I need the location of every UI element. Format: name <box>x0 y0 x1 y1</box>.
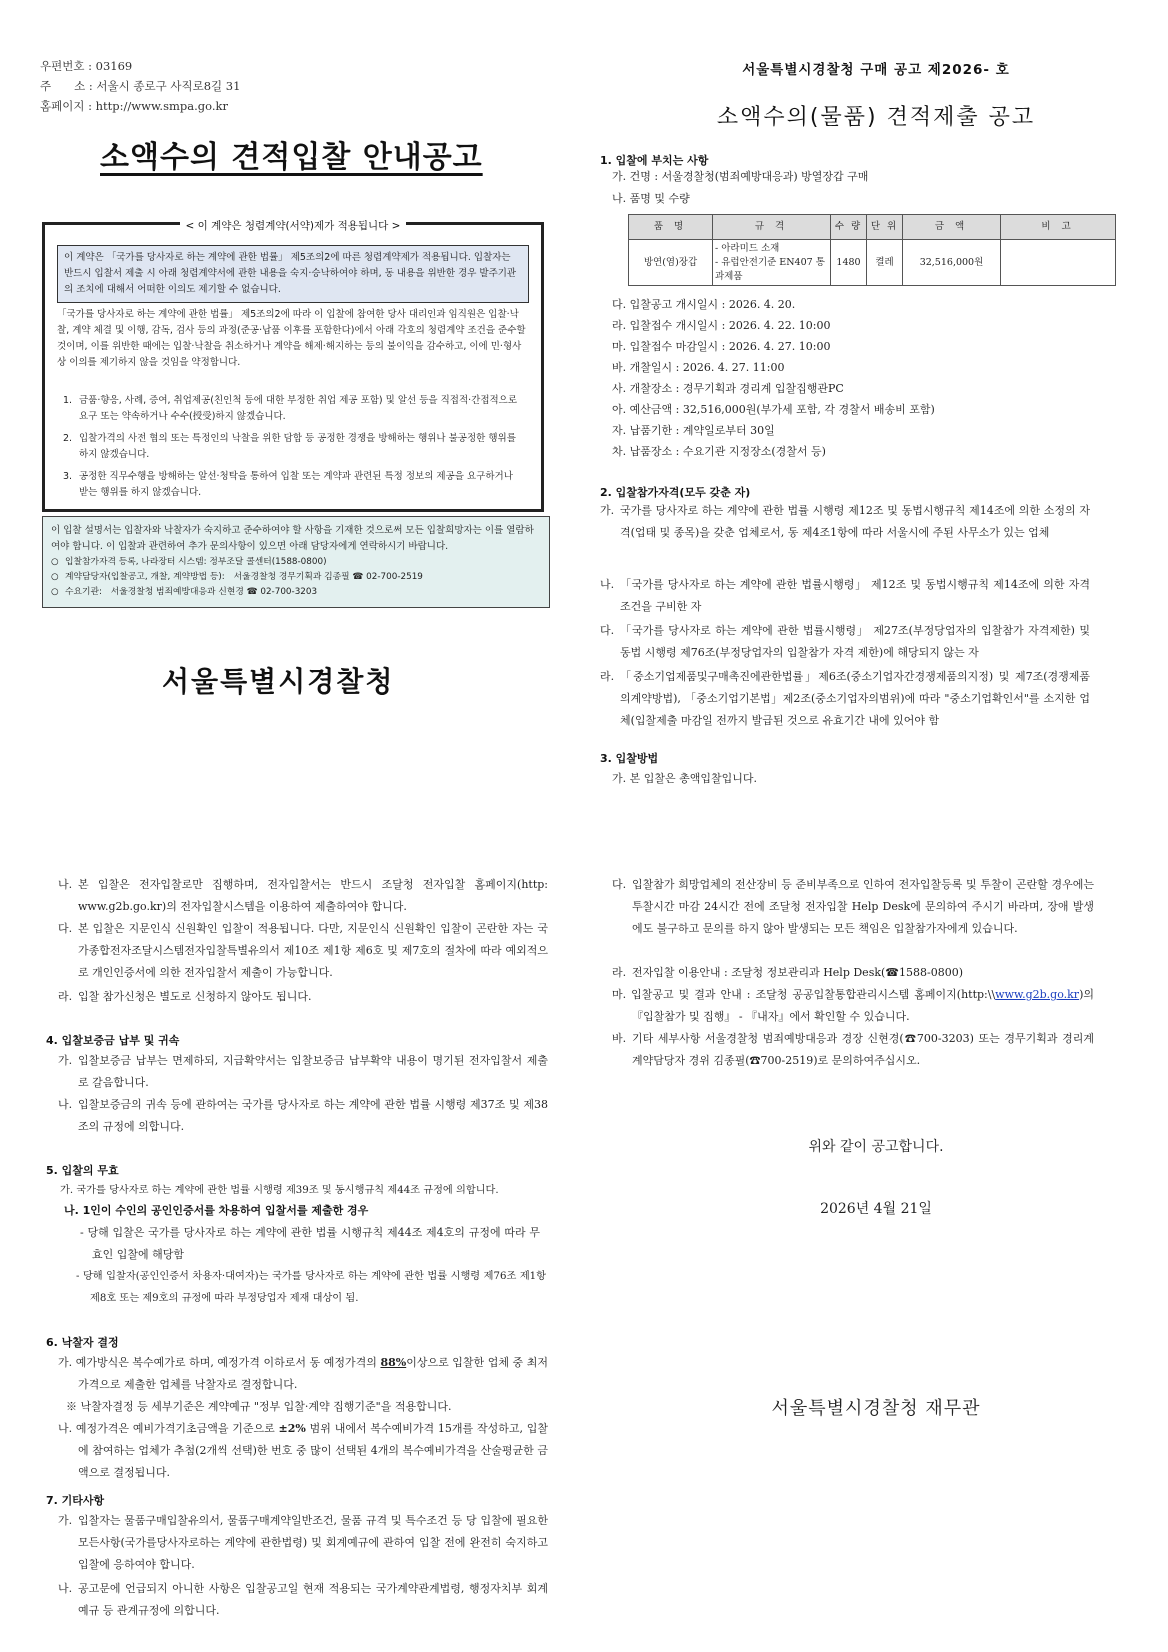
pledge-item: 2. 입찰가격의 사전 협의 또는 특정인의 낙찰을 위한 담합 등 공정한 경쟁을 방해하는 행위나 불공정한 행위를 하지 않겠습니다. <box>63 433 516 460</box>
address-block <box>40 56 240 116</box>
section-3-title: 3. 입찰방법 <box>600 752 659 765</box>
contact-info-box <box>42 516 550 608</box>
detail-line: 자. 납품기한 : 계약일로부터 30일 <box>612 424 775 437</box>
price-rule: 나. 예정가격은 예비가격기초금액을 기준으로 ±2% 범위 내에서 복수예비가격 15개를 작성하고, 입찰에 참여하는 업체가 추첨(2개씩 선택)한 번호 중 많이 선택된 4개의 복수예비가격을 산술평균한 금액으로 결정됩니다. <box>58 1422 548 1479</box>
detail-line: 라. 입찰접수 개시일시 : 2026. 4. 22. 10:00 <box>612 319 831 332</box>
section-5-title: 5. 입찰의 무효 <box>46 1164 119 1177</box>
cell-qty: 1480 <box>831 240 867 286</box>
cell-unit: 켤레 <box>867 240 903 286</box>
notice-number: 서울특별시경찰청 구매 공고 제2026- 호 <box>742 62 1010 78</box>
section-4-title: 4. 입찰보증금 납부 및 귀속 <box>46 1034 180 1047</box>
item-label: 나. <box>58 1582 73 1595</box>
contact-line: ○ 입찰참가자격 등록, 나라장터 시스템: 정부조달 콜센터(1588-0800) <box>51 557 327 567</box>
detail-line: 바. 개찰일시 : 2026. 4. 27. 11:00 <box>612 361 785 374</box>
item-label: 다. <box>612 878 627 891</box>
pledge-note: 이 계약은 「국가를 당사자로 하는 계약에 관한 법률」 제5조의2에 따른 청렴계약제가 적용됩니다. 입찰자는 반드시 입찰서 제출 시 아래 청렴계약서에 관한 내용을 숙지·승낙하여야 하며, 동 내용을 위반한 경우 발주기관의 조치에 대해서 어떠한 이의도 제기할 수 없습니다. <box>57 245 529 303</box>
section-1-title: 1. 입찰에 부치는 사항 <box>600 154 709 167</box>
homepage: 홈페이지 : http://www.smpa.go.kr <box>40 99 228 113</box>
item-label: 나. <box>58 1098 73 1111</box>
info-text: 이 입찰 설명서는 입찰자와 낙찰자가 숙지하고 준수하여야 할 사항을 기재한 것으로써 모든 입찰희망자는 이를 열람하여야 합니다. 이 입찰과 관련하여 추가 문의사항이 있으면 아래 담당자에게 연락하시기 바랍니다. <box>51 525 534 552</box>
award-note: ※ 낙찰자결정 등 세부기준은 계약예규 "정부 입찰·계약 집행기준"을 적용합니다. <box>66 1400 452 1413</box>
table-row <box>629 240 1116 286</box>
col-header: 금 액 <box>903 215 1001 240</box>
col-header: 단 위 <box>867 215 903 240</box>
contact-line: ○ 수요기관: 서울경찰청 범죄예방대응과 신현경 ☎ 02-700-3203 <box>51 587 318 597</box>
cell-name: 방연(염)장갑 <box>629 240 713 286</box>
pledge-list <box>63 393 525 507</box>
pledge-item: 3. 공정한 직무수행을 방해하는 알선·청탁을 통하여 입찰 또는 계약과 관련된 특정 정보의 제공을 요구하거나 받는 행위를 하지 않겠습니다. <box>63 471 513 498</box>
bid-method: 가. 본 입찰은 총액입찰입니다. <box>612 772 757 785</box>
item-label: 다. <box>600 624 615 637</box>
item-label: 가. <box>600 504 615 517</box>
cell-note <box>1001 240 1116 286</box>
body-item: - 당해 입찰은 국가를 당사자로 하는 계약에 관한 법률 시행규칙 제44조 제4호의 규정에 따라 무효인 입찰에 해당함 <box>80 1226 540 1261</box>
items-table <box>628 214 1116 286</box>
item-label: 바. <box>612 1032 627 1045</box>
body-item: 본 입찰은 전자입찰로만 집행하며, 전자입찰서는 반드시 조달청 전자입찰 홈페이지(http: www.g2b.go.kr)의 전자입찰시스템을 이용하여 제출하여야 합니다. <box>78 878 548 913</box>
award-rule: 가. 예가방식은 복수예가로 하며, 예정가격 이하로서 동 예정가격의 88%이상으로 입찰한 업체 중 최저가격으로 제출한 업체를 낙찰자로 결정합니다. <box>58 1356 549 1391</box>
item-label: 나. <box>58 878 73 891</box>
item-qty-heading: 나. 품명 및 수량 <box>612 192 690 205</box>
notice-title: 소액수의(물품) 견적제출 공고 <box>716 105 1036 130</box>
body-item: 입찰 참가신청은 별도로 신청하지 않아도 됩니다. <box>78 990 312 1003</box>
guide-title: 소액수의 견적입찰 안내공고 <box>100 140 483 175</box>
detail-line: 마. 입찰접수 마감일시 : 2026. 4. 27. 10:00 <box>612 340 831 353</box>
detail-line: 아. 예산금액 : 32,516,000원(부가세 포함, 각 경찰서 배송비 포함) <box>612 403 935 416</box>
table-header-row <box>629 215 1116 240</box>
section-2-title: 2. 입찰참가자격(모두 갖춘 자) <box>600 486 751 499</box>
item-label: 가. <box>58 1514 73 1527</box>
cell-amount: 32,516,000원 <box>903 240 1001 286</box>
body-item: 입찰보증금의 귀속 등에 관하여는 국가를 당사자로 하는 계약에 관한 법률 시행령 제37조 및 제38조의 규정에 의합니다. <box>78 1098 548 1133</box>
body-item: 전자입찰 이용안내 : 조달청 정보관리과 Help Desk(☎1588-0800) <box>632 966 963 979</box>
result-info: 마. 입찰공고 및 결과 안내 : 조달청 공공입찰통합관리시스템 홈페이지(http:\\www.g2b.go.kr)의 『입찰참가 및 집행』 - 『내자』에서 확인할 수 있습니다. <box>612 988 1094 1023</box>
item-label: 나. <box>600 578 615 591</box>
body-item: - 당해 입찰자(공인인증서 차용자·대여자)는 국가를 당사자로 하는 계약에 관한 법률 시행령 제76조 제1항 제8호 또는 제9호의 규정에 따라 부정당업자 제재 대상이 됨. <box>76 1271 546 1304</box>
closing-statement: 위와 같이 공고합니다. <box>808 1139 944 1155</box>
signer: 서울특별시경찰청 재무관 <box>771 1398 981 1419</box>
postal-code: 우편번호 : 03169 <box>40 59 133 73</box>
col-header: 품 명 <box>629 215 713 240</box>
body-item: 가. 국가를 당사자로 하는 계약에 관한 법률 시행령 제39조 및 동시행규칙 제44조 규정에 의합니다. <box>60 1185 499 1196</box>
body-item-bold: 나. 1인이 수인의 공인인증서를 차용하여 입찰서를 제출한 경우 <box>64 1204 369 1217</box>
body-item: 입찰참가 희망업체의 전산장비 등 준비부족으로 인하여 전자입찰등록 및 투찰이 곤란할 경우에는 투찰시간 마감 24시간 전에 조달청 전자입찰 Help Desk에 문의하여 주시기 바라며, 장애 발생에도 불구하고 문의를 하지 않아 발생되는 모든 책임은 입찰참가자에게 있습니다. <box>632 878 1094 935</box>
body-item: 공고문에 언급되지 아니한 사항은 입찰공고일 현재 적용되는 국가계약관계법령, 행정자치부 회계예규 등 관계규정에 의합니다. <box>78 1582 548 1617</box>
body-item: 입찰자는 물품구매입찰유의서, 물품구매계약일반조건, 물품 규격 및 특수조건 등 당 입찰에 필요한 모든사항(국가를당사자로하는 계약에 관한법령) 및 회계예규에 관하여 입찰 전에 완전히 숙지하고 입찰에 응하여야 합니다. <box>78 1514 548 1571</box>
body-item: 본 입찰은 지문인식 신원확인 입찰이 적용됩니다. 다만, 지문인식 신원확인 입찰이 곤란한 자는 국가종합전자조달시스템전자입찰특별유의서 제10조 제1항 제6호 및 제7호의 절차에 따라 예외적으로 개인인증서에 의한 전자입찰서 제출이 가능합니다. <box>78 922 548 979</box>
body-item: 기타 세부사항 서울경찰청 범죄예방대응과 경장 신현경(☎700-3203) 또는 경무기획과 경리계 계약담당자 경위 김종필(☎700-2519)로 문의하여주십시오. <box>632 1032 1094 1067</box>
integrity-pledge-box <box>42 222 544 512</box>
item-label: 라. <box>58 990 73 1003</box>
qualification-item: 「중소기업제품및구매촉진에관한법률」제6조(중소기업자간경쟁제품의지정) 및 제7조(경쟁제품의계약방법), 「중소기업기본법」제2조(중소기업자의범위)에 따라 "중소기업확인서"를 소지한 업체(입찰제출 마감일 전까지 발급된 것으로 유효기간 내에 있어야 함 <box>620 670 1090 727</box>
g2b-link[interactable]: www.g2b.go.kr <box>995 988 1080 1001</box>
qualification-item: 국가를 당사자로 하는 계약에 관한 법률 시행령 제12조 및 동법시행규칙 제14조에 의한 소정의 자격(업태 및 종목)을 갖춘 업체로서, 동 제4조1항에 따라 서울시에 주된 사무소가 있는 업체 <box>620 504 1090 539</box>
section-6-title: 6. 낙찰자 결정 <box>46 1336 119 1349</box>
contact-line: ○ 계약담당자(입찰공고, 개찰, 계약방법 등): 서울경찰청 경무기획과 김종필 ☎ 02-700-2519 <box>51 572 423 582</box>
qualification-item: 「국가를 당사자로 하는 계약에 관한 법률시행령」 제27조(부정당업자의 입찰참가 자격제한) 및 동법 시행령 제76조(부정당업자의 입찰참가 자격 제한)에 해당되지 않는 자 <box>620 624 1090 659</box>
qualification-item: 「국가를 당사자로 하는 계약에 관한 법률시행령」 제12조 및 동법시행규칙 제14조에 의한 자격조건을 구비한 자 <box>620 578 1090 613</box>
item-label: 가. <box>58 1054 73 1067</box>
notice-date: 2026년 4월 21일 <box>820 1201 932 1217</box>
street-address: 주 소 : 서울시 종로구 사직로8길 31 <box>40 79 241 93</box>
agency-name: 서울특별시경찰청 <box>162 665 395 698</box>
item-label: 다. <box>58 922 73 935</box>
body-item: 입찰보증금 납부는 면제하되, 지급확약서는 입찰보증금 납부확약 내용이 명기된 전자입찰서 제출로 갈음합니다. <box>78 1054 548 1089</box>
detail-line: 차. 납품장소 : 수요기관 지정장소(경찰서 등) <box>612 445 826 458</box>
pledge-paragraph: 「국가를 당사자로 하는 계약에 관한 법률」 제5조의2에 따라 이 입찰에 참여한 당사 대리인과 임직원은 입찰·낙찰, 계약 체결 및 이행, 감독, 검사 등의 과정(준공·납품 이후를 포함한다)에서 아래 각호의 청렴계약 조건을 준수할 것이며, 이를 위반한 때에는 입찰·낙찰을 취소하거나 계약을 해제·해지하는 등의 불이익을 감수하고, 이에 민·형사상 이의를 제기하지 않을 것임을 약정합니다. <box>57 309 526 368</box>
pledge-caption: < 이 계약은 청렴계약(서약)제가 적용됩니다 > <box>180 220 407 232</box>
detail-line: 다. 입찰공고 개시일시 : 2026. 4. 20. <box>612 298 796 311</box>
pledge-item: 1. 금품·향응, 사례, 증여, 취업제공(친인척 등에 대한 부정한 취업 제공 포함) 및 알선 등을 직접적·간접적으로 요구 또는 약속하거나 수수(授受)하지 않겠습니다. <box>63 395 518 422</box>
section-7-title: 7. 기타사항 <box>46 1494 105 1507</box>
cell-spec: - 아라미드 소재 - 유럽안전기준 EN407 통과제품 <box>713 240 831 286</box>
col-header: 비 고 <box>1001 215 1116 240</box>
col-header: 규 격 <box>713 215 831 240</box>
detail-line: 사. 개찰장소 : 경무기획과 경리계 입찰집행관PC <box>612 382 844 395</box>
item-label: 라. <box>612 966 627 979</box>
col-header: 수 량 <box>831 215 867 240</box>
item-label: 라. <box>600 670 615 683</box>
item-name: 가. 건명 : 서울경찰청(범죄예방대응과) 방열장갑 구매 <box>612 170 869 183</box>
cover-page <box>0 0 584 826</box>
